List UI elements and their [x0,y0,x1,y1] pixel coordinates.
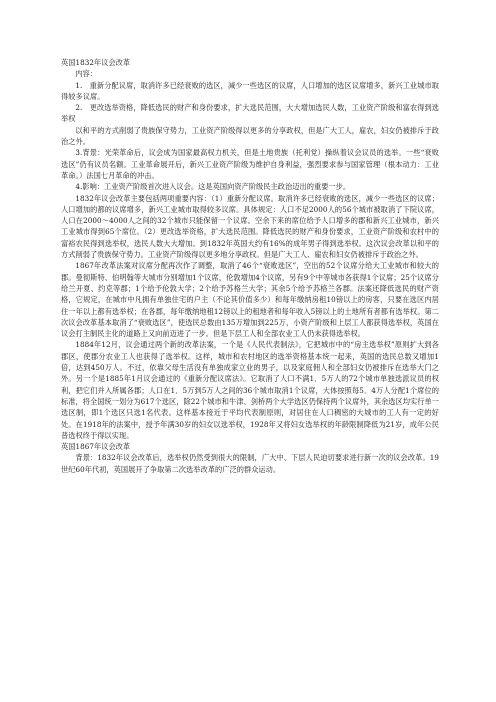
paragraph-1884-act: 1884年12月，议会通过两个新的改革法案，一个是《人民代表制法》，它把城市中的“房主选举权”原则扩大到各郡区，使郡分农业工人也获得了选举权。这样，城市和农村地区的选举资格基本统一起来，英国的选民总数又增加1倍，达到450万人。不过，依靠父母生活没有单独成家立业的男子，以及家庭佣人和全部妇女仍被排斥在选举大门之外。另一个是1885年1月议会通过的《重新分配议席法》。它取消了人口不满1．5万人的72个城市单独选派议员的权利，把它们并入所属各郡；人口在1．5万到5万人之间的36个城市取消1个议席，大体按照每5．4万人分配1个席位的标准，将全国统一划分为617个选区，除22个城市和牛津、剑桥两个大学选区仍保持两个议席外，其余选区均实行单一选区制，即1个选区只选1名代表。这样基本接近于平均代表制原则，对居住在人口稠密的大城市的工人有一定的好处。在1918年的法案中，授予年满30岁的妇女以选举权，1928年又将妇女选举权的年龄限制降低为21岁，成年公民普选权终于得以实现。 [61,340,439,440]
section-title-1867: 英国1867年议会改革 [61,442,131,452]
paragraph-item-2: 2. 更改选举资格，降低选民的财产和身份要求，扩大选民范围，大大增加选民人数，工业资产阶级和富农得到选举权 [61,103,439,124]
document-title: 英国1832年议会改革 [61,58,131,67]
document-body [61,57,439,475]
paragraph-item-1: 1. 重新分配议席，取消许多已经衰败的选区，减少一些选区的议席，人口增加的选区议席增多，新兴工业城市取得较多议席。 [61,80,439,101]
paragraph-1832-details: 1832年议会改革主要包括两项重要内容：（1）重新分配议席。取消许多已经衰败的选区，减少一些选区的议席；人口增加的都的议席增多，新兴工业城市取得较多议席。具体规定：人口不足2000人的56个城市被取消了下院议席，人口在2000～4000人之间的32个城市只能保留一个议席。空余下来的席位给予人口增多的郡和新兴工业城市，新兴工业城市得到65个席位。（2）更改选举资格，扩大选民范围。降低选民的财产和身份要求，工业资产阶级和农村中的富裕农民得到选举权，选民人数大大增加。到1832年英国大约有16%的成年男子得到选举权。这次议会改革以和平的方式削弱了贵族保守势力。工业资产阶级得以更多地分享政权。但是广大工人、雇农和妇女仍被排斥于政治之外。 [61,193,439,260]
paragraph-background: 3.背景：光荣革命后，议会成为国家最高权力机关，但是土地贵族（托利党）操纵着议会议员的选举。一些“衰败选区”仍有议员名额。工业革命展开后，新兴工业资产阶级为维护自身利益，强烈要求参与国家管理（根本动力：工业革命。）法国七月革命的冲击。 [61,148,439,180]
paragraph-1867-background: 背景：1832年议会改革后，选举权仍然受到很大的限制，广大中、下层人民迫切要求进行新一次的议会改革。19世纪60年代初，英国展开了争取第二次选举改革的广泛的群众运动。 [61,453,439,474]
paragraph-1867-act: 1867年改革法案对议席分配再次作了调整，取消了46个“衰败选区”，空出的52个议席分给大工业城市和较大的郡。曼彻斯特、伯明翰等大城市分别增加1个议席，伦敦增加4个议席，另有9个中等城市各获得1个议席；25个议席分给兰开夏、约克等郡；1个给予伦敦大学；2个给予苏格兰大学；其余5个给予苏格兰各郡。法案还降低选民的财产资格，它规定，在城市中凡拥有单独住宅的户主（不论其价值多少）和每年缴纳房租10镑以上的房客，只要在选区内居住一年以上都有选举权；在各郡，每年缴纳地租12镑以上的租地者和每年收入5镑以上的土地所有者都有选举权。第二次议会改革基本取消了“衰败选区”，使选民总数由135万增加到225万，小资产阶级和上层工人都获得选举权，英国在议会打主制民主化的道路上又向前迈进了一步。但是下层工人和全部农业工人仍未获得选举权。 [61,261,439,339]
paragraph-summary: 以和平的方式削弱了贵族保守势力，工业资产阶级得以更多的分享政权，但是广大工人，雇农，妇女仍被排斥于政治之外。 [61,125,439,147]
paragraph-contents-heading: 内容： [75,69,98,79]
paragraph-impact: 4.影响：工业资产阶级首次进入议会。这是英国向资产阶级民主政治迈出的重要一步。 [75,182,351,192]
